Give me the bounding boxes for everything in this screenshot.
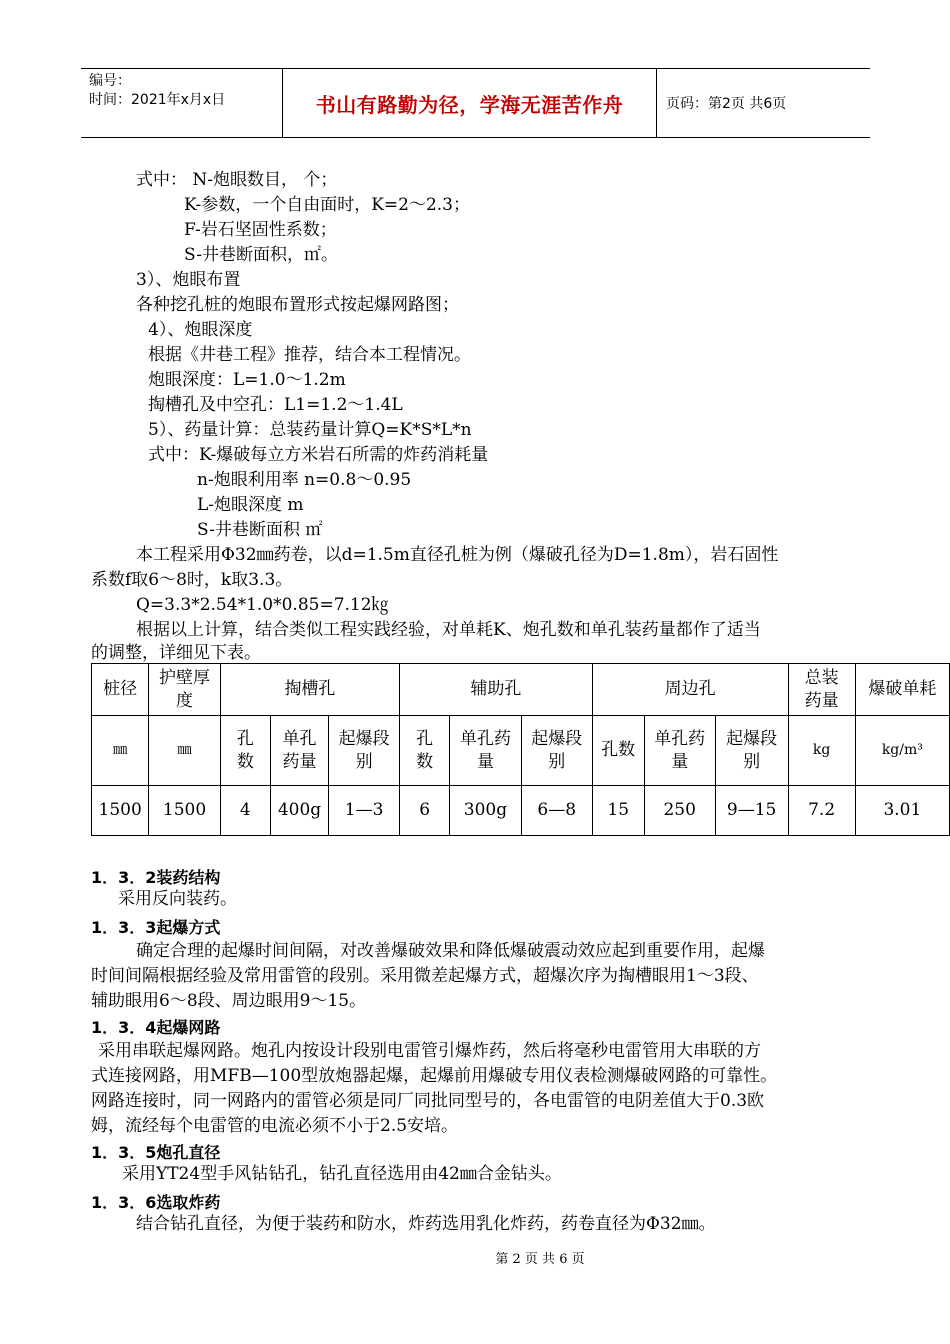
paragraph-line: S-井巷断面积 ㎡ <box>197 520 323 540</box>
formula-result: Q=3.3*2.54*1.0*0.85=7.12㎏ <box>136 595 389 615</box>
table-header-cell: 总装药量 <box>788 664 855 716</box>
table-cell: 6 <box>400 786 450 836</box>
table-cell: 250 <box>644 786 715 836</box>
header-meta <box>89 72 225 110</box>
page-footer: 第 2 页 共 6 页 <box>495 1252 585 1267</box>
paragraph-line: 辅助眼用6～8段、周边眼用9～15。 <box>91 991 367 1011</box>
table-unit-cell: 孔数 <box>592 716 644 786</box>
table-unit-cell: ㎜ <box>92 716 149 786</box>
table-cell: 1500 <box>149 786 221 836</box>
table-unit-cell: kg <box>788 716 855 786</box>
paragraph-line: 各种挖孔桩的炮眼布置形式按起爆网路图； <box>136 295 459 315</box>
paragraph-line: 系数f取6～8时，k取3.3。 <box>91 570 293 590</box>
section-heading: 1．3．4起爆网路 <box>91 1018 221 1037</box>
table-cell: 1500 <box>92 786 149 836</box>
paragraph-line: 结合钻孔直径，为便于装药和防水，炸药选用乳化炸药，药卷直径为Φ32㎜。 <box>136 1214 716 1234</box>
header-motto: 书山有路勤为径，学海无涯苦作舟 <box>315 93 624 117</box>
table-unit-cell: ㎜ <box>149 716 221 786</box>
paragraph-line: 根据《井巷工程》推荐，结合本工程情况。 <box>148 345 471 365</box>
paragraph-line: 时间间隔根据经验及常用雷管的段别。采用微差起爆方式，超爆次序为掏槽眼用1～3段、 <box>91 966 759 986</box>
paragraph-line: 的调整，详细见下表。 <box>91 643 261 663</box>
table-header-cell: 掏槽孔 <box>220 664 399 716</box>
table-cell: 15 <box>592 786 644 836</box>
paragraph-line: L-炮眼深度 m <box>197 495 304 515</box>
paragraph-line: 采用串联起爆网路。炮孔内按设计段别电雷管引爆炸药，然后将毫秒电雷管用大串联的方 <box>98 1041 761 1061</box>
header-code: 编号： <box>89 73 131 89</box>
table-header-cell: 护壁厚度 <box>149 664 221 716</box>
paragraph-line: 本工程采用Φ32㎜药卷，以d=1.5m直径孔桩为例（爆破孔径为D=1.8m），岩石固性 <box>136 545 779 565</box>
section-heading: 1．3．2装药结构 <box>91 868 221 887</box>
table-unit-cell: kg/m³ <box>855 716 949 786</box>
table-cell: 3.01 <box>855 786 949 836</box>
section-title: 4）、炮眼深度 <box>148 320 253 340</box>
section-title: 3）、炮眼布置 <box>136 270 241 290</box>
table-cell: 7.2 <box>788 786 855 836</box>
charge-table <box>91 663 950 836</box>
paragraph-line: 式连接网路，用MFB—100型放炮器起爆，起爆前用爆破专用仪表检测爆破网路的可靠性。 <box>91 1066 778 1086</box>
section-title: 5）、药量计算：总装药量计算Q=K*S*L*n <box>148 420 472 440</box>
page-header <box>81 68 870 138</box>
paragraph-line: 采用反向装药。 <box>118 889 237 909</box>
table-row <box>92 786 950 836</box>
table-header-cell: 周边孔 <box>592 664 788 716</box>
header-page-info: 页码：第2页 共6页 <box>666 96 787 112</box>
table-unit-cell: 孔数 <box>220 716 270 786</box>
table-unit-cell: 孔数 <box>400 716 450 786</box>
table-cell: 300g <box>450 786 522 836</box>
paragraph-line: 确定合理的起爆时间间隔，对改善爆破效果和降低爆破震动效应起到重要作用，起爆 <box>136 941 765 961</box>
table-cell: 400g <box>270 786 328 836</box>
table-unit-cell: 起爆段别 <box>715 716 788 786</box>
table-header-row <box>92 664 950 716</box>
formula-var-line: K-参数，一个自由面时，K=2～2.3； <box>184 195 471 215</box>
table-cell: 4 <box>220 786 270 836</box>
paragraph-line: 式中：K-爆破每立方米岩石所需的炸药消耗量 <box>148 445 489 465</box>
paragraph-line: 姆，流经每个电雷管的电流必须不小于2.5安培。 <box>91 1116 459 1136</box>
header-date: 时间：2021年x月x日 <box>89 92 226 108</box>
table-header-cell: 桩径 <box>92 664 149 716</box>
paragraph-line: 炮眼深度：L=1.0～1.2m <box>148 370 346 390</box>
table-unit-cell: 单孔药量 <box>644 716 715 786</box>
formula-var-line: F-岩石坚固性系数； <box>184 220 337 240</box>
formula-var-line: 式中： N-炮眼数目， 个； <box>136 170 338 190</box>
paragraph-line: n-炮眼利用率 n=0.8～0.95 <box>197 470 412 490</box>
table-cell: 6—8 <box>521 786 592 836</box>
table-cell: 1—3 <box>329 786 400 836</box>
section-heading: 1．3．6选取炸药 <box>91 1193 221 1212</box>
paragraph-line: 采用YT24型手风钻钻孔，钻孔直径选用由42㎜合金钻头。 <box>122 1164 562 1184</box>
header-divider <box>656 69 657 137</box>
paragraph-line: 掏槽孔及中空孔：L1=1.2～1.4L <box>148 395 403 415</box>
table-unit-cell: 起爆段别 <box>521 716 592 786</box>
paragraph-line: 网路连接时，同一网路内的雷管必须是同厂同批同型号的，各电雷管的电阴差值大于0.3欧 <box>91 1091 765 1111</box>
section-heading: 1．3．5炮孔直径 <box>91 1143 221 1162</box>
table-unit-cell: 单孔药量 <box>270 716 328 786</box>
table-cell: 9—15 <box>715 786 788 836</box>
table-unit-row <box>92 716 950 786</box>
table-header-cell: 爆破单耗 <box>855 664 949 716</box>
section-heading: 1．3．3起爆方式 <box>91 918 221 937</box>
table-unit-cell: 单孔药量 <box>450 716 522 786</box>
formula-var-line: S-井巷断面积，㎡。 <box>184 245 339 265</box>
table-header-cell: 辅助孔 <box>400 664 593 716</box>
table-unit-cell: 起爆段别 <box>329 716 400 786</box>
paragraph-line: 根据以上计算，结合类似工程实践经验，对单耗K、炮孔数和单孔装药量都作了适当 <box>136 620 761 640</box>
